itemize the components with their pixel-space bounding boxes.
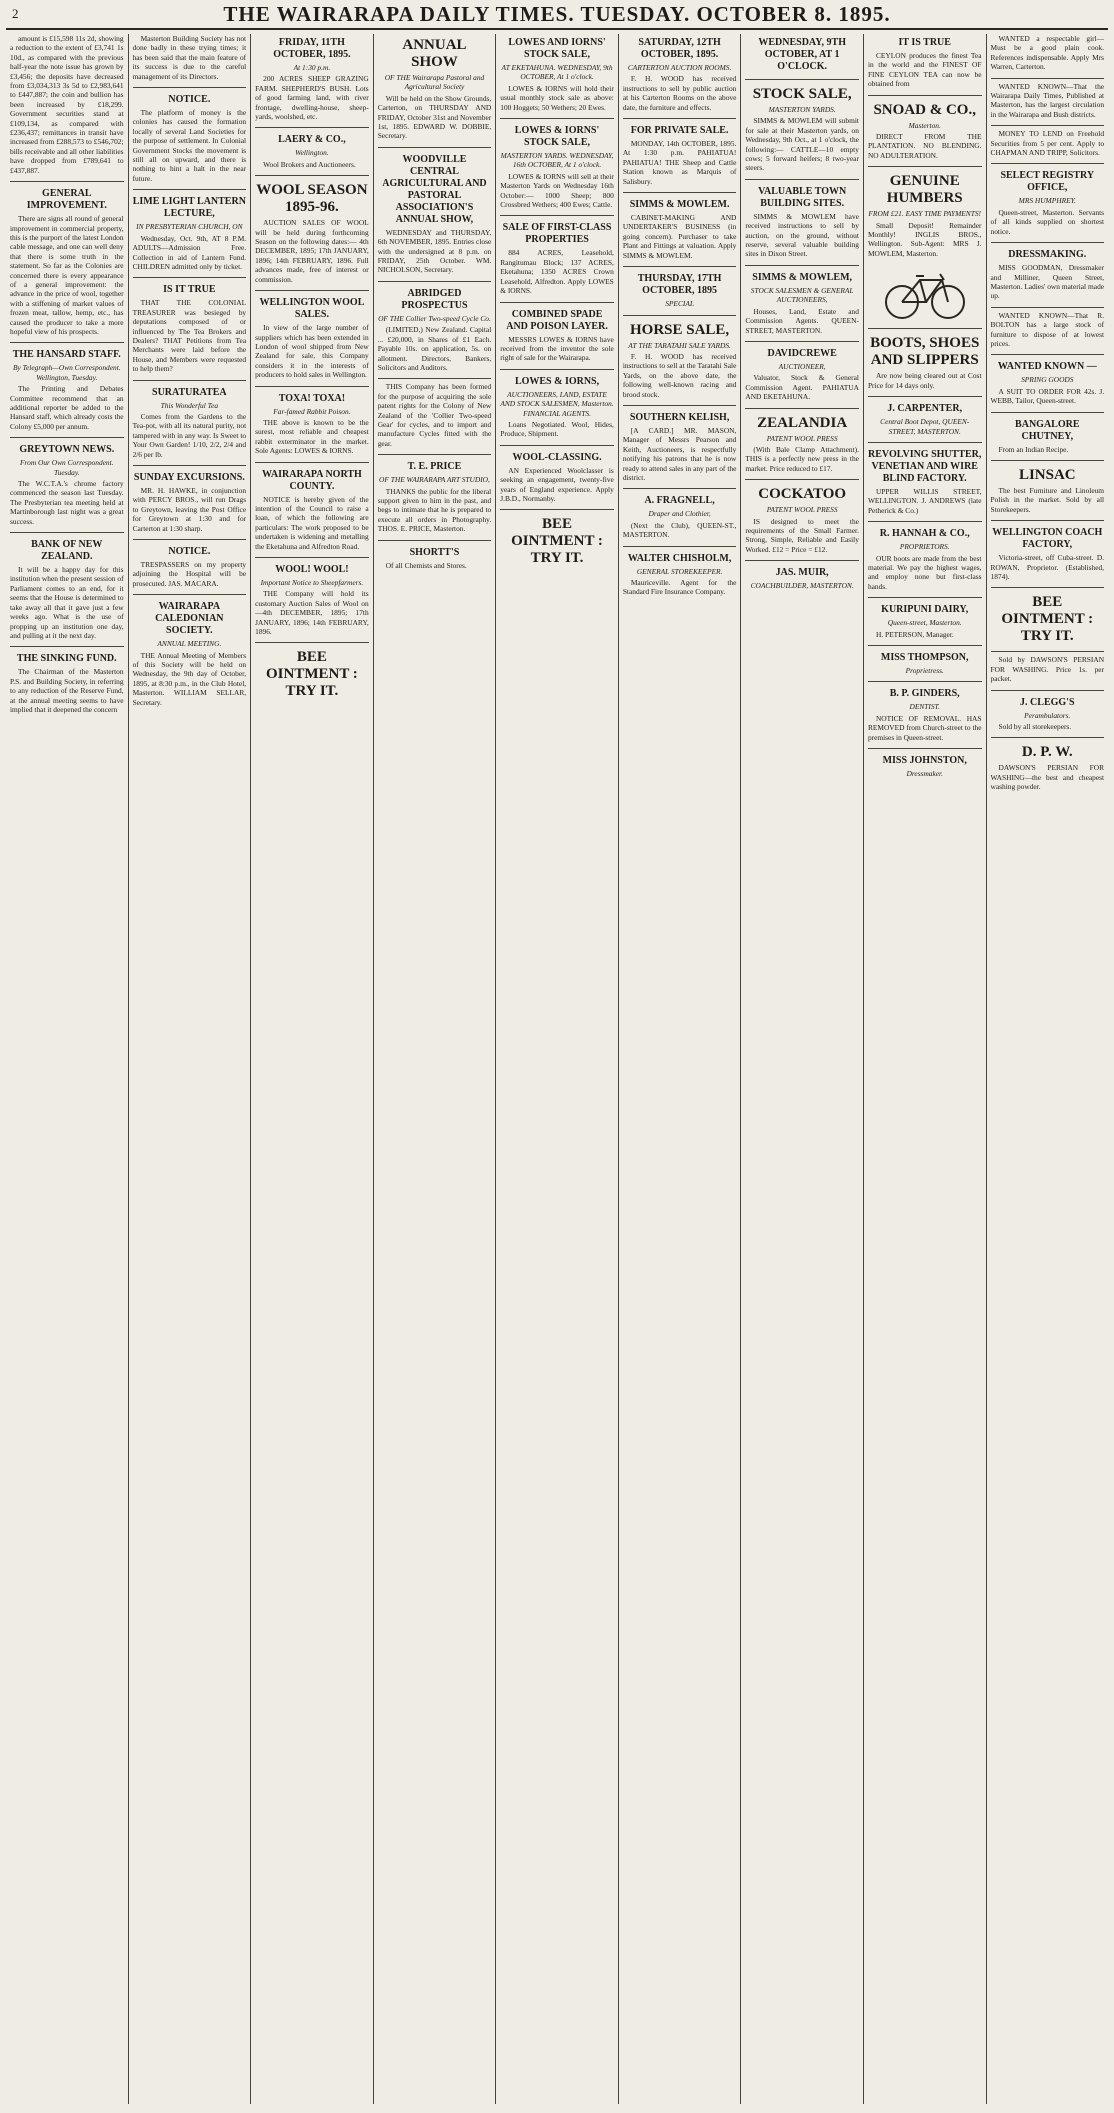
article	[133, 539, 247, 588]
column-8	[864, 34, 987, 2104]
article-heading: SIMMS & MOWLEM,	[752, 271, 853, 283]
article-paragraph: Houses, Land, Estate and Commission Agents. QUEEN-STREET, MASTERTON.	[745, 306, 859, 335]
article-heading: WEDNESDAY, 9TH OCTOBER, AT 1 O'CLOCK.	[758, 37, 846, 72]
article-subheading: By Telegraph—Own Correspondent. Wellington, Tuesday.	[12, 363, 121, 382]
article	[500, 509, 614, 567]
article	[868, 37, 982, 89]
article	[623, 405, 737, 482]
article-heading: WOOL! WOOL!	[275, 564, 349, 575]
article-heading: D. P. W.	[1021, 744, 1073, 761]
article	[745, 560, 859, 590]
article	[991, 412, 1105, 454]
article	[868, 681, 982, 742]
article-heading: THURSDAY, 17TH OCTOBER, 1895	[637, 273, 722, 297]
article-heading: SUNDAY EXCURSIONS.	[133, 472, 245, 483]
article	[868, 166, 982, 322]
article-subheading: SPECIAL	[665, 299, 694, 309]
article-heading: ZEALANDIA	[757, 414, 848, 431]
article-paragraph: In view of the large number of suppliers which has been extended in London of wool shipped from New Zealand for sale, this Company considers it in the interests of producers to hold sales in Wellington.	[255, 323, 369, 380]
article	[10, 342, 124, 431]
article-heading: LINSAC	[1018, 466, 1076, 483]
article	[133, 380, 247, 459]
article-heading: WOOL-CLASSING.	[512, 451, 602, 463]
article-heading: SATURDAY, 12TH OCTOBER, 1895.	[638, 37, 721, 60]
article	[745, 179, 859, 259]
article-subheading: Masterton.	[908, 120, 941, 130]
article-heading: BANGALORE CHUTNEY,	[1015, 418, 1080, 442]
article-paragraph: 884 ACRES, Leasehold, Rangitumau Block; 137 ACRES, Eketahuna; 1350 ACRES Crown Leasehold, Alfredton. Apply LOWES & IORNS.	[500, 248, 614, 296]
article-paragraph: MISS GOODMAN, Dressmaker and Milliner, Queen Street, Masterton. Ladies' own material made up.	[990, 263, 1105, 301]
article	[255, 386, 369, 456]
article-subheading: Proprietress.	[905, 665, 944, 675]
article-subheading: GENERAL STOREKEEPER.	[636, 566, 723, 576]
article-heading: SOUTHERN KELISH,	[629, 411, 730, 423]
article-paragraph: WANTED KNOWN—That R. BOLTON has a large stock of furniture to dispose of at lowest prices.	[990, 310, 1105, 348]
article-subheading: CARTERTON AUCTION ROOMS.	[627, 63, 732, 72]
article-heading: BOOTS, SHOES AND SLIPPERS	[870, 335, 980, 369]
article-heading: IT IS TRUE	[898, 37, 951, 48]
article-subheading: IN PRESBYTERIAN CHURCH, ON	[136, 222, 243, 232]
article-paragraph: Wool Brokers and Auctioneers.	[263, 159, 356, 169]
article	[991, 737, 1105, 791]
article	[133, 465, 247, 533]
article	[991, 460, 1105, 514]
article-subheading: Wellington.	[295, 148, 329, 158]
column-4	[374, 34, 497, 2104]
article-heading: COCKATOO	[758, 486, 847, 503]
article-heading: FRIDAY, 11TH OCTOBER, 1895.	[273, 37, 351, 60]
article-heading: IS IT TRUE	[163, 284, 216, 296]
article	[500, 37, 614, 112]
article-paragraph: MR. H. HAWKE, in conjunction with PERCY BROS., will run Drags to Greytown, leaving the Post Office for Greytown at 1:30 and for Carterton at 1:30 sharp.	[132, 486, 247, 533]
article-subheading: AT EKETAHUNA. WEDNESDAY, 9th OCTOBER, At 1 o'clock.	[501, 63, 613, 82]
article-heading: GREYTOWN NEWS.	[19, 444, 115, 456]
article-subheading: PROPRIETORS.	[899, 542, 950, 552]
article-heading: THE SINKING FUND.	[16, 653, 117, 665]
article-paragraph: amount is £15,598 11s 2d, showing a reduction to the extent of £3,741 1s 10d., as compared with the previous half-year the note issue has grown by £3,456; the deposits have decreased from £3,034,313 3s 5d to £2,983,641 to £447,887; the coin and bullion has been increased by £18,299. Government securities stand at £109,134, as compared with £236,437; remittances in transit have increased from £288,573 to £546,702; bills receivable and all other liabilities have dropped from £789,641 to £437,887.	[10, 34, 124, 175]
article	[500, 215, 614, 295]
article-heading: LAERY & CO.,	[278, 134, 346, 146]
article	[623, 37, 737, 112]
article	[378, 540, 492, 570]
article-paragraph: F. H. WOOD has received instructions to sell at the Taratahi Sale Yards, on the above date, the following well-known racing and brood stock.	[622, 351, 737, 399]
article-heading: T. E. PRICE	[407, 461, 462, 473]
article	[378, 281, 492, 372]
article-subheading: SPRING GOODS	[1021, 375, 1074, 385]
article	[500, 445, 614, 504]
column-3	[251, 34, 374, 2104]
article-heading: SELECT REGISTRY OFFICE,	[1000, 170, 1095, 194]
article-paragraph: Valuator, Stock & General Commission Agent. PAHIATUA AND EKETAHUNA.	[745, 373, 859, 402]
article-paragraph: WANTED KNOWN—That the Wairarapa Daily Times, Published at Masterton, has the largest circulation in the Wairarapa and Bush districts.	[990, 81, 1105, 119]
article-heading: LOWES AND IORNS' STOCK SALE,	[508, 37, 606, 60]
article-heading: J. CLEGG'S	[1020, 696, 1075, 708]
article	[991, 78, 1105, 120]
article-paragraph: F. H. WOOD has received instructions to sell by public auction at his Carterton Rooms on the above date, the furniture and effects.	[622, 74, 737, 112]
article-subheading: OF THE Wairarapa Pastoral and Agricultural Society	[384, 73, 485, 92]
article-paragraph: [A CARD.] MR. MASON, Manager of Messrs Pearson and Keith, Auctioneers, is respectfully notifying his patrons that he is now ready to attend sales in any part of the district.	[622, 425, 737, 482]
article-paragraph: MONDAY, 14th OCTOBER, 1895. At 1:30 p.m. PAHIATUA! PAHIATUA! THE Sheep and Cattle Station known as Marquis of Salisbury.	[622, 139, 737, 186]
article-paragraph: Are now being cleared out at Cost Price for 14 days only.	[867, 371, 982, 390]
article-heading: FOR PRIVATE SALE.	[630, 125, 729, 137]
article-paragraph: THANKS the public for the liberal support given to him in the past, and begs to intimate that he is prepared to execute all orders in Photography. THOS. E. PRICE, Masterton.	[377, 486, 492, 534]
article-heading: SIMMS & MOWLEM.	[629, 199, 730, 211]
article	[255, 462, 369, 551]
column-9	[987, 34, 1109, 2104]
article	[745, 265, 859, 335]
article-paragraph: THE above is known to be the surest, most reliable and cheapest rabbit exterminator in the market. Sole Agents: LOWES & IORNS.	[255, 417, 369, 456]
article	[868, 597, 982, 639]
bicycle-illustration-icon	[880, 262, 970, 322]
article-paragraph: Small Deposit! Remainder Monthly! INGLIS BROS., Wellington. Sub-Agent: MRS J. MOWLEM, Masterton.	[867, 220, 982, 258]
article-paragraph: Loans Negotiated. Wool, Hides, Produce, Shipment.	[500, 419, 614, 439]
article-subheading: ANNUAL MEETING.	[157, 639, 222, 649]
article-subheading: AUCTIONEER,	[778, 361, 826, 371]
article-heading: WANTED KNOWN —	[997, 361, 1097, 373]
article-paragraph: The Printing and Debates Committee recommend that an additional reporter be added to the Hansard staff, which already costs the Colony £5,000 per annum.	[10, 384, 124, 431]
article-heading: THE HANSARD STAFF.	[12, 349, 121, 361]
column-5	[496, 34, 619, 2104]
article	[133, 34, 247, 81]
article-paragraph: There are signs all round of general improvement in commercial property, this is the purport of the latest London cable message, and one can well deny that there is some truth in the statement. So far as the Colonies are concerned there is every appearance of a general improvement: the advance in the price of wool, together with a stiffening of market values of frozen meat, tallow, hemp, etc., has caused the producer to take a more hopeful view of his prospects.	[10, 214, 124, 336]
article-heading: JAS. MUIR,	[775, 567, 829, 579]
article	[255, 642, 369, 700]
article	[991, 307, 1105, 349]
article	[745, 37, 859, 73]
article-heading: A. FRAGNELL,	[644, 495, 715, 507]
article-heading: BEE OINTMENT : TRY IT.	[265, 649, 358, 700]
article-subheading: Draper and Clothier,	[648, 509, 711, 519]
article-subheading: STOCK SALESMEN & GENERAL AUCTIONEERS,	[750, 285, 854, 305]
article-paragraph: Mauriceville. Agent for the Standard Fire Insurance Company.	[622, 578, 737, 597]
article-subheading: Dressmaker.	[906, 769, 943, 778]
article	[623, 118, 737, 186]
article	[868, 442, 982, 515]
column-7	[741, 34, 864, 2104]
article-subheading: FROM £21. EASY TIME PAYMENTS!	[868, 209, 981, 219]
article-subheading: This Wonderful Tea	[160, 400, 219, 410]
article	[623, 266, 737, 308]
article-heading: WOOL SEASON 1895-96.	[256, 182, 368, 216]
article	[255, 175, 369, 284]
article-heading: MISS THOMPSON,	[880, 651, 969, 663]
article-paragraph: MONEY TO LEND on Freehold Securities from 5 per cent. Apply to CHAPMAN AND TRIPP, Solicitors.	[990, 129, 1105, 158]
article-heading: BEE OINTMENT : TRY IT.	[1001, 594, 1094, 645]
article-subheading: Far-famed Rabbit Poison.	[273, 406, 351, 416]
article-paragraph: H. PETERSON, Manager.	[875, 629, 954, 639]
article-heading: TOXA! TOXA!	[278, 392, 346, 404]
article-heading: NOTICE.	[168, 546, 211, 558]
article-heading: SALE OF FIRST-CLASS PROPERTIES	[502, 222, 612, 246]
article-paragraph: OUR boots are made from the best material. We pay the highest wages, and employ none but first-class hands.	[867, 553, 982, 591]
article-heading: VALUABLE TOWN BUILDING SITES.	[758, 185, 847, 209]
article-subheading: OF THE Collier Two-speed Cycle Co.	[378, 313, 491, 323]
article	[745, 79, 859, 173]
article-paragraph: THAT THE COLONIAL TREASURER was besieged by deputations composed of or influenced by The Tea Brokers and Dealers? THAT Petitions from Tea Merchants were laid before the House, and Members were requested to help them?	[132, 298, 247, 374]
article-heading: WELLINGTON COACH FACTORY,	[992, 527, 1103, 551]
article-heading: BANK OF NEW ZEALAND.	[31, 539, 103, 563]
article-paragraph: THIS Company has been formed for the purpose of acquiring the sole patent rights for the Colony of New Zealand of the 'Collier Two-speed Gear' for cycles, and to import and manufacture Cycles fitted with the gear.	[377, 382, 492, 448]
article-heading: DAVIDCREWE	[767, 347, 837, 359]
article-subheading: OF THE WAIRARAPA ART STUDIO,	[379, 475, 490, 485]
article	[255, 127, 369, 169]
article-paragraph: (Next the Club), QUEEN-ST., MASTERTON.	[622, 520, 737, 540]
article	[10, 34, 124, 175]
article-heading: WAIRARAPA CALEDONIAN SOCIETY.	[155, 601, 224, 637]
article-paragraph: IS designed to meet the requirements of the Small Farmer. Strong, Simple, Reliable and Easily Worked. £12 = Price = £12.	[745, 516, 859, 554]
column-2	[129, 34, 252, 2104]
article-heading: WALTER CHISHOLM,	[627, 552, 732, 564]
article-heading: LOWES & IORNS,	[514, 375, 600, 387]
columns	[6, 34, 1108, 2104]
article	[991, 587, 1105, 645]
article-paragraph: WEDNESDAY and THURSDAY, 6th NOVEMBER, 1895. Entries close with the undersigned at 8 p.m. on FRIDAY, 25th October. WM. NICHOLSON, Secretary.	[377, 227, 492, 275]
article-heading: WOODVILLE CENTRAL AGRICULTURAL AND PASTORAL ASSOCIATION'S ANNUAL SHOW,	[382, 153, 487, 225]
article-heading: STOCK SALE,	[752, 86, 852, 102]
article	[623, 315, 737, 399]
article-heading: DRESSMAKING.	[1008, 249, 1087, 261]
article	[623, 192, 737, 260]
article	[991, 520, 1105, 581]
article-heading: SHORTT'S	[409, 546, 460, 558]
article	[991, 163, 1105, 236]
article	[10, 646, 124, 714]
article	[991, 354, 1105, 405]
article-paragraph: Wednesday, Oct. 9th, AT 8 P.M. ADULTS—Admission Free. Collection in aid of Lantern Fund. CHILDREN admitted only by ticket.	[132, 233, 247, 271]
article-heading: BEE OINTMENT : TRY IT.	[511, 516, 603, 567]
article	[10, 532, 124, 640]
article-heading: GENERAL IMPROVEMENT.	[26, 188, 107, 212]
article-paragraph: The W.C.T.A.'s chrome factory commenced the season last Tuesday. The Presbyterian tea meeting held at Martinborough last night was a great success.	[10, 479, 124, 526]
article-heading: ANNUAL SHOW	[402, 37, 467, 70]
article-paragraph: CABINET-MAKING AND UNDERTAKER'S BUSINESS (in going concern). Purchaser to take Plant and Fittings at valuation. Apply SIMMS & MOWLEM.	[622, 213, 737, 260]
article	[868, 748, 982, 778]
article	[378, 147, 492, 275]
article	[745, 341, 859, 402]
article-paragraph: Victoria-street, off Cuba-street. D. ROWAN, Proprietor. (Established, 1874).	[990, 553, 1105, 581]
article-subheading: From Our Own Correspondent. Tuesday.	[20, 458, 114, 477]
article	[378, 378, 492, 448]
article-paragraph: Of all Chemists and Stores.	[385, 560, 467, 570]
article-paragraph: A SUIT TO ORDER FOR 42s. J. WEBB, Tailor, Queen-street.	[990, 386, 1105, 406]
article-paragraph: Queen-street, Masterton. Servants of all kinds supplied on shortest notice.	[990, 207, 1105, 236]
article-subheading: Perambulators.	[1024, 710, 1071, 720]
article	[500, 302, 614, 363]
article	[745, 408, 859, 474]
article-paragraph: From an Indian Recipe.	[998, 444, 1069, 454]
article-paragraph: NOTICE OF REMOVAL. HAS REMOVED from Church-street to the premises in Queen-street.	[867, 713, 982, 742]
article-heading: R. HANNAH & CO.,	[879, 528, 970, 540]
article-subheading: At 1:30 p.m.	[293, 63, 331, 72]
article-heading: NOTICE.	[168, 94, 211, 106]
article-paragraph: THE Annual Meeting of Members of this Society will be held on Wednesday, the 9th day of October, 1895, at 8:30 p.m., in the Club Hotel, Masterton. WILLIAM SELLAR, Secretary.	[132, 650, 247, 707]
article	[133, 87, 247, 183]
article-paragraph: The Chairman of the Masterton P.S. and Building Society, in referring to any reduction of the Reserve Fund, at the annual meeting seems to have implied that it deepened the concern	[10, 667, 124, 714]
article	[868, 95, 982, 161]
masthead	[6, 0, 1108, 30]
article	[868, 521, 982, 591]
article-subheading: AUCTIONEERS, LAND, ESTATE AND STOCK SALESMEN, Masterton. FINANCIAL AGENTS.	[500, 389, 614, 418]
article-paragraph: Will be held on the Show Grounds, Carterton, on THURSDAY AND FRIDAY, October 31st and November 1st, 1895. EDWARD W. DOBBIE, Secretary.	[377, 93, 492, 141]
article-heading: LIME LIGHT LANTERN LECTURE,	[132, 196, 246, 220]
article-subheading: PATENT WOOL PRESS	[766, 505, 838, 515]
article-heading: J. CARPENTER,	[887, 403, 963, 415]
article-paragraph: AUCTION SALES OF WOOL will be held during forthcoming Season on the following dates:— 4th DECEMBER, 1895; 17th JANUARY, 1896; 14th FEBRUARY, 1896. Full advances made, free of interest or commission.	[255, 218, 369, 284]
article	[133, 277, 247, 373]
article-paragraph: The best Furniture and Linoleum Polish in the market. Sold by all Storekeepers.	[990, 485, 1105, 514]
article-subheading: Important Notice to Sheepfarmers.	[260, 578, 364, 587]
article-paragraph: (LIMITED,) New Zealand. Capital ... £20,000, in Shares of £1 Each. Payable 10s. on application, 5s. on allotment. Directors, Bankers, Solicitors and Auditors.	[377, 325, 492, 372]
article-subheading: Queen-street, Masterton.	[887, 618, 962, 628]
article-heading: KURIPUNI DAIRY,	[881, 604, 969, 616]
article	[378, 37, 492, 141]
article	[500, 118, 614, 209]
article-paragraph: 200 ACRES SHEEP GRAZING FARM. SHEPHERD'S BUSH. Lots of good farming land, with river frontage, dwelling-house, sheep-yards, woolshed, etc.	[255, 74, 369, 122]
article-heading: MISS JOHNSTON,	[882, 755, 967, 766]
article-subheading: Central Boot Depot, QUEEN-STREET, MASTERTON.	[880, 417, 970, 436]
article-paragraph: Masterton Building Society has not done badly in these trying times; it has been said that the main feature of its success is due to the careful management of its Directors.	[132, 34, 247, 81]
article-subheading: MASTERTON YARDS. WEDNESDAY, 16th OCTOBER, At 1 o'clock.	[500, 151, 614, 170]
article-heading: ABRIDGED PROSPECTUS	[401, 287, 468, 311]
article-paragraph: Comes from the Gardens to the Tea-pot, with all its natural purity, not tampered with in any way. Is Sweet to Your Own Garden! 1/10, 2/2, 2/4 and 2/6 per lb.	[132, 411, 247, 459]
article	[10, 437, 124, 526]
article	[623, 488, 737, 539]
article-paragraph: DAWSON'S PERSIAN FOR WASHING—the best and cheapest washing powder.	[990, 763, 1105, 792]
article-paragraph: It will be a happy day for this institution when the present session of Parliament comes to an end, for it seems that the House is determined to take away all that it gave just a few weeks ago. What is the use of propping up an institution one day, and pulling at it the next day.	[10, 565, 124, 640]
article-paragraph: The platform of money is the colonies has caused the formation locally of several Land Societies for the purpose of settlement. In Colonial Government Stocks the movement is still all on upward, and there is nothing to hint a halt in the near future.	[132, 108, 247, 183]
article-paragraph: WANTED a respectable girl—Must be a good plain cook. References indispensable. Apply Mrs Warren, Carterton.	[990, 34, 1105, 72]
article-paragraph: Sold by all storekeepers.	[998, 722, 1072, 732]
article-subheading: PATENT WOOL PRESS	[766, 433, 838, 443]
article-subheading: MRS HUMPHREY.	[1018, 196, 1076, 206]
article-heading: SNOAD & CO.,	[873, 101, 976, 118]
article	[991, 690, 1105, 732]
article	[991, 651, 1105, 683]
article-paragraph: THE Company will hold its customary Auction Sales of Wool on—4th DECEMBER, 1895; 17th JANUARY, 1896; 14th FEBRUARY, 1896.	[255, 589, 369, 637]
article	[500, 369, 614, 439]
article	[378, 454, 492, 533]
article-subheading: DENTIST.	[909, 702, 940, 712]
column-6	[619, 34, 742, 2104]
article-paragraph: UPPER WILLIS STREET, WELLINGTON. J. ANDREWS (late Petherick & Co.)	[867, 486, 982, 515]
article-paragraph: LOWES & IORNS will hold their usual monthly stock sale as above: 100 Hoggets; 50 Wethers; 20 Ewes.	[500, 83, 614, 112]
article	[133, 594, 247, 707]
article	[255, 37, 369, 121]
article-paragraph: SIMMS & MOWLEM have received instructions to sell by auction, on the ground, without reserve, several valuable building sites in Dixon Street.	[745, 211, 859, 259]
article-paragraph: LOWES & IORNS will sell at their Masterton Yards on Wednesday 16th October:— 1000 Sheep; 800 Crossbred Wethers; 400 Ewes; Cattle.	[500, 171, 614, 210]
article-heading: GENUINE HUMBERS	[886, 173, 963, 207]
article-paragraph: SIMMS & MOWLEM will submit for sale at their Masterton yards, on Wednesday, 9th Oct., at 1 o'clock, the following:— CATTLE—10 empty cows; 5 forward heifers; 8 two-year steers.	[745, 116, 859, 173]
page-number: 2	[12, 6, 19, 21]
article	[868, 645, 982, 675]
article-paragraph: MESSRS LOWES & IORNS have received from the inventor the sole right of sale for the Wairarapa.	[500, 334, 614, 363]
article-heading: REVOLVING SHUTTER, VENETIAN AND WIRE BLIND FACTORY.	[868, 448, 982, 484]
article-subheading: COACHBUILDER, MASTERTON.	[750, 581, 854, 591]
article	[745, 479, 859, 554]
article	[991, 34, 1105, 72]
newspaper-title: THE WAIRARAPA DAILY TIMES. TUESDAY. OCTOBER 8. 1895.	[223, 1, 891, 26]
article-subheading: MASTERTON YARDS.	[768, 105, 836, 114]
article-paragraph: NOTICE is hereby given of the intention of the Council to raise a loan, of which the following are particulars: The work proposed to be undertaken is widening and metalling the Eketahuna and Alfredton Road.	[255, 494, 369, 551]
article	[10, 181, 124, 336]
article-paragraph: (With Bale Clamp Attachment). THIS is a perfectly new press in the market. Price reduced to £17.	[745, 444, 859, 473]
article-heading: B. P. GINDERS,	[889, 688, 960, 700]
column-1	[6, 34, 129, 2104]
article	[255, 290, 369, 379]
article	[868, 328, 982, 390]
article-paragraph: AN Experienced Woolclasser is seeking an engagement, twenty-five years of England experience. Apply J.B.D., Normanby.	[500, 465, 614, 503]
article-heading: COMBINED SPADE AND POISON LAYER.	[506, 308, 608, 332]
article	[868, 396, 982, 436]
article	[623, 546, 737, 597]
article-heading: HORSE SALE,	[629, 321, 730, 338]
article-paragraph: CEYLON produces the finest Tea in the world and the FINEST OF FINE CEYLON TEA can now be obtained from	[867, 51, 982, 89]
article-subheading: AT THE TARATAHI SALE YARDS.	[628, 340, 731, 350]
article-paragraph: DIRECT FROM THE PLANTATION. NO BLENDING. NO ADULTERATION.	[867, 132, 982, 160]
article-paragraph: Sold by DAWSON'S PERSIAN FOR WASHING. Price 1s. per packet.	[990, 655, 1105, 684]
article-paragraph: TRESPASSERS on my property adjoining the Hospital will be prosecuted. JAS. MACARA.	[132, 560, 247, 588]
article	[255, 557, 369, 636]
article-heading: WELLINGTON WOOL SALES.	[259, 297, 365, 321]
article	[133, 189, 247, 271]
article	[991, 242, 1105, 301]
article-heading: LOWES & IORNS' STOCK SALE,	[514, 125, 600, 149]
article-heading: WAIRARAPA NORTH COUNTY.	[262, 468, 362, 492]
article-heading: SURATURATEA	[152, 386, 227, 398]
article	[991, 125, 1105, 157]
